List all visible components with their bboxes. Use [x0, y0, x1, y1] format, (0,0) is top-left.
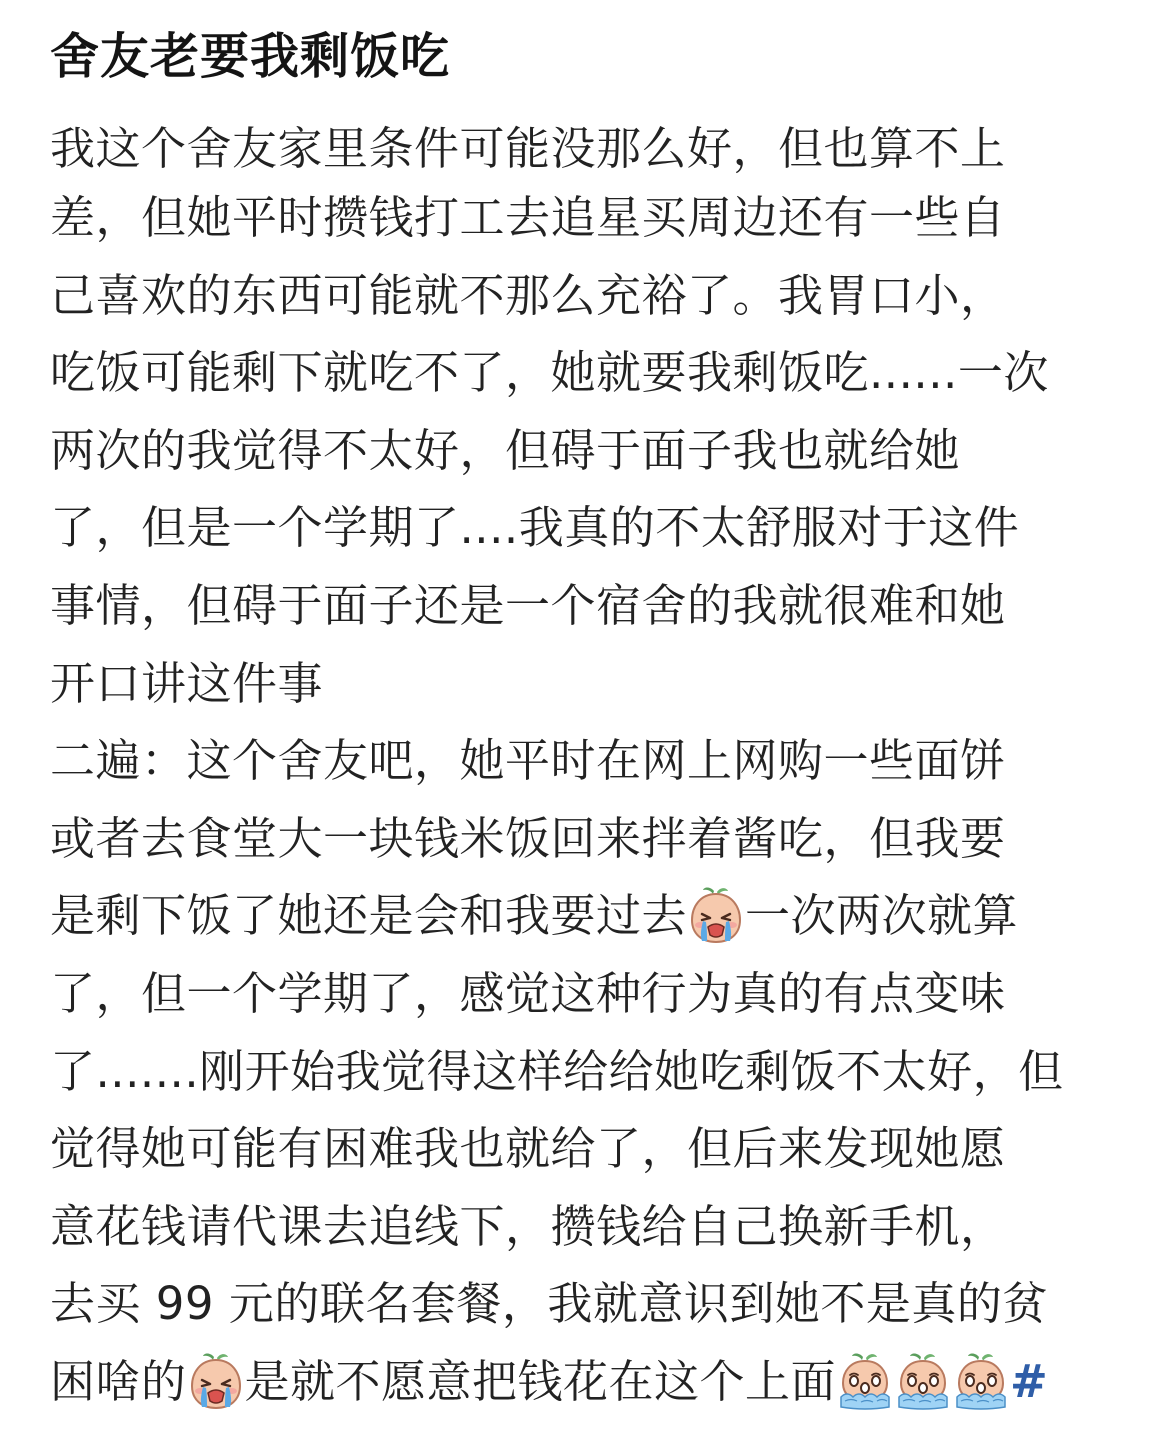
- post-line: [50, 645, 1140, 723]
- post-text: 开口讲这件事: [50, 656, 324, 710]
- post-text: 两次的我觉得不太好，但碍于面子我也就给她: [50, 423, 961, 477]
- post-text: 或者去食堂大一块钱米饭回来拌着酱吃，但我要: [50, 811, 1006, 865]
- post-line: [50, 955, 1140, 1033]
- post-text: 事情，但碍于面子还是一个宿舍的我就很难和她: [50, 578, 1006, 632]
- post-line: [50, 722, 1140, 800]
- post-text: 了，但一个学期了，感觉这种行为真的有点变味: [50, 966, 1006, 1020]
- crying-peach-emoji-icon: [188, 1351, 244, 1411]
- post-text: 了，但是一个学期了....我真的不太舒服对于这件: [50, 501, 1020, 555]
- hashtag-link[interactable]: #: [1010, 1354, 1049, 1408]
- post-line: [50, 1110, 1140, 1188]
- post-line: [50, 489, 1140, 567]
- post-text: 是就不愿意把钱花在这个上面: [244, 1354, 837, 1408]
- post-line: [50, 877, 1140, 955]
- post-line: [50, 334, 1140, 412]
- sobbing-peach-emoji-icon: [953, 1351, 1009, 1411]
- post-line: [50, 1188, 1140, 1266]
- post-text: 一次两次就算: [745, 889, 1019, 943]
- post-line: [50, 800, 1140, 878]
- post-line: [50, 1343, 1140, 1421]
- post-text: 去买 99 元的联名套餐，我就意识到她不是真的贫: [50, 1277, 1048, 1331]
- post-line: [50, 257, 1140, 335]
- post-text: 困啥的: [50, 1354, 187, 1408]
- post: [50, 0, 1140, 1421]
- post-body: [50, 119, 1140, 1421]
- post-title: 舍友老要我剩饭吃: [50, 28, 451, 85]
- post-line: [50, 119, 1140, 179]
- sobbing-peach-emoji-icon: [895, 1351, 951, 1411]
- sobbing-peach-emoji-icon: [837, 1351, 893, 1411]
- post-line: [50, 1033, 1140, 1111]
- post-text: 意花钱请代课去追线下，攒钱给自己换新手机，: [50, 1199, 1006, 1253]
- post-line: [50, 1265, 1140, 1343]
- post-line: [50, 412, 1140, 490]
- post-text: 了.......刚开始我觉得这样给给她吃剩饭不太好，但: [50, 1044, 1064, 1098]
- post-text: 我这个舍友家里条件可能没那么好，但也算不上: [50, 122, 1006, 175]
- post-line: [50, 179, 1140, 257]
- post-line: [50, 567, 1140, 645]
- post-text: 己喜欢的东西可能就不那么充裕了。我胃口小，: [50, 268, 1006, 322]
- post-text: 差，但她平时攒钱打工去追星买周边还有一些自: [50, 191, 1006, 244]
- post-text: 是剩下饭了她还是会和我要过去: [50, 889, 688, 943]
- post-text: 二遍：这个舍友吧，她平时在网上网购一些面饼: [50, 734, 1006, 788]
- post-text: 觉得她可能有困难我也就给了，但后来发现她愿: [50, 1122, 1006, 1176]
- crying-peach-emoji-icon: [688, 885, 744, 945]
- post-text: 吃饭可能剩下就吃不了，她就要我剩饭吃......一次: [50, 346, 1049, 400]
